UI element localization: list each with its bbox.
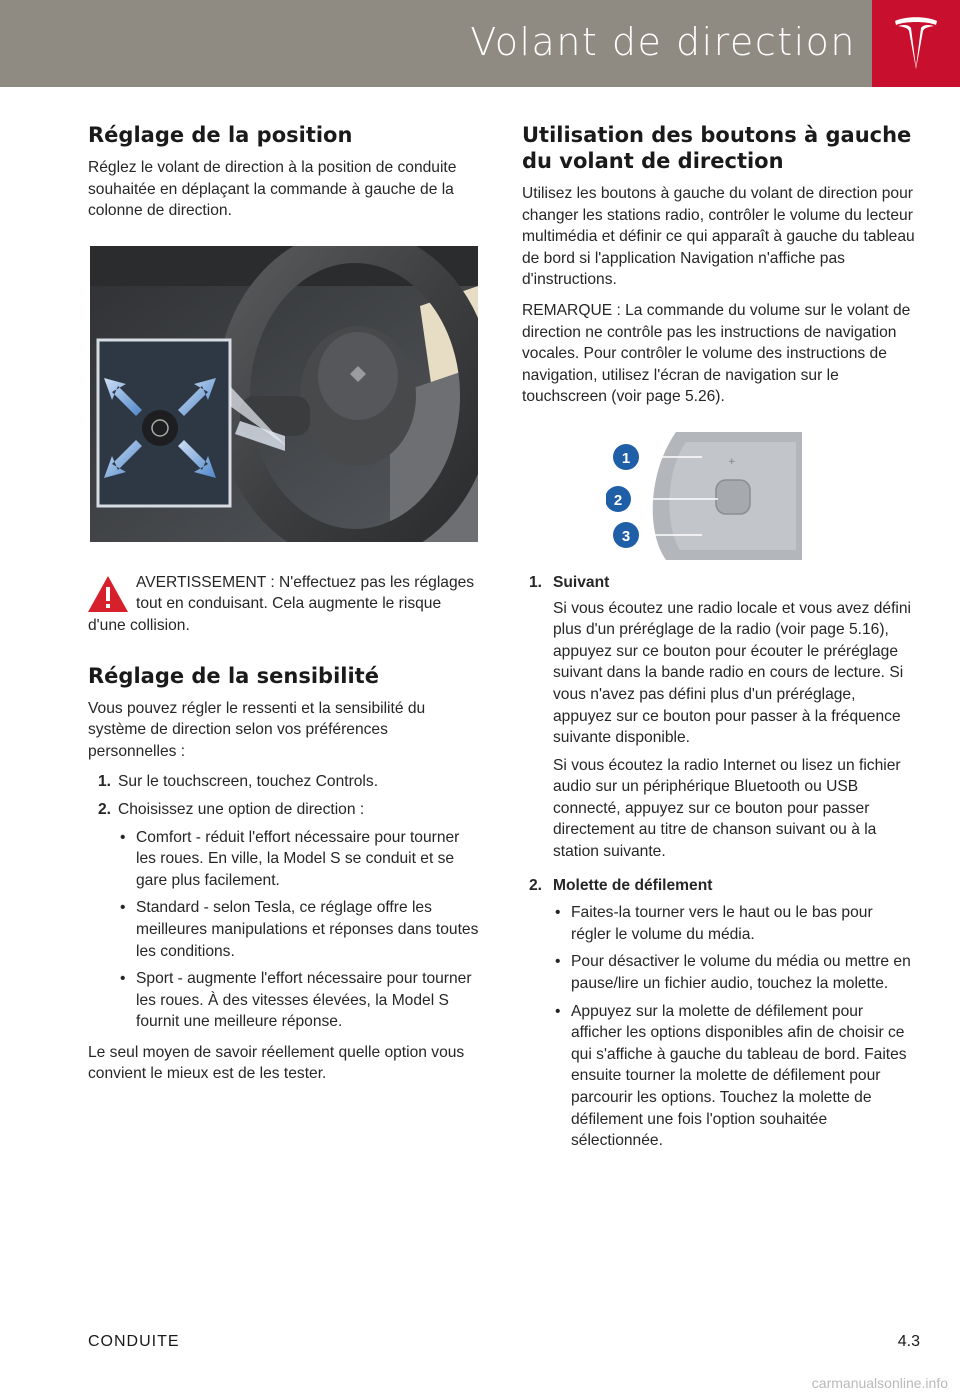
list-item: • Faites-la tourner vers le haut ou le bas pour régler le volume du média. <box>553 902 916 945</box>
buttons-figure <box>606 432 802 560</box>
tesla-logo-icon <box>893 15 939 71</box>
warning-triangle-icon <box>86 574 130 614</box>
footer-page-number: 4.3 <box>897 1333 920 1350</box>
right-column <box>522 122 916 1164</box>
option-comfort: • Comfort - réduit l'effort nécessaire pour tourner les roues. En ville, la Model S se conduit et se gare plus facilement. <box>118 827 480 892</box>
left-buttons-body: Utilisez les boutons à gauche du volant de direction pour changer les stations radio, contrôler le volume du lecteur multimédia et définir ce qui apparaît à gauche du tableau de bord si l'application Navigation n'affiche pas d'instructions. <box>522 185 915 289</box>
control-title: Suivant <box>553 573 610 591</box>
svg-text:1: 1 <box>621 449 631 467</box>
warning-box <box>88 572 480 637</box>
control-scroll-wheel: 2. Molette de défilement • Faites-la tourner vers le haut ou le bas pour régler le volume du média. • Pour désactiver le volume du média ou mettre en pause/lire un fichier audio, touchez la molette. • Appuyez sur la molette de défilement pour afficher les options disponibles afin de choisir ce qui s'affiche à gauche du tableau de bord. Faites ensuite tourner la molette de défilement pour parcourir les options. Touchez la molette de défilement une fois l'option souhaitée sélectionnée. <box>522 875 916 1152</box>
left-buttons-illustration <box>606 432 802 560</box>
sensitivity-steps <box>88 771 480 1033</box>
list-item: • Appuyez sur la molette de défilement pour afficher les options disponibles afin de choisir ce qui s'affiche à gauche du tableau de bord. Faites ensuite tourner la molette de défilement pour parcourir les options. Touchez la molette de défilement une fois l'option souhaitée sélectionnée. <box>553 1001 916 1152</box>
svg-text:2: 2 <box>613 491 623 509</box>
sensitivity-outro: Le seul moyen de savoir réellement quelle option vous convient le mieux est de les tester. <box>88 1043 465 1083</box>
list-item: • Pour désactiver le volume du média ou mettre en pause/lire un fichier audio, touchez la molette. <box>553 951 916 994</box>
position-body: Réglez le volant de direction à la position de conduite souhaitée en déplaçant la commande à gauche de la colonne de direction. <box>88 159 457 220</box>
controls-list <box>522 572 916 1152</box>
steering-options <box>118 827 480 1033</box>
option-standard: • Standard - selon Tesla, ce réglage offre les meilleures manipulations et réponses dans toutes les conditions. <box>118 897 480 962</box>
option-sport: • Sport - augmente l'effort nécessaire pour tourner les roues. À des vitesses élevées, la Model S fournit une meilleure réponse. <box>118 968 480 1033</box>
svg-text:+: + <box>728 456 736 467</box>
section-heading-sensitivity: Réglage de la sensibilité <box>88 663 379 688</box>
page-title: Volant de direction <box>470 20 856 64</box>
control-title: Molette de défilement <box>553 876 713 894</box>
sensitivity-intro: Vous pouvez régler le ressenti et la sensibilité du système de direction selon vos préférences personnelles : <box>88 699 426 760</box>
control-next: 1. Suivant Si vous écoutez une radio locale et vous avez défini plus d'un préréglage de la radio (voir page 5.16), appuyez sur ce bouton pour écouter le préréglage suivant dans la bande radio en cours de lecture. Si vous n'avez pas défini plus d'un préréglage, appuyez sur ce bouton pour passer à la fréquence suivante disponible. Si vous écoutez la radio Internet ou lisez un fichier audio sur un périphérique Bluetooth ou USB connecté, appuyez sur ce bouton pour passer directement au titre de chanson suivant ou à la station suivante. <box>522 572 916 863</box>
section-heading-left-buttons: Utilisation des boutons à gauche du volant de direction <box>522 123 912 173</box>
logo-box <box>872 0 960 87</box>
footer-section: CONDUITE <box>88 1333 180 1350</box>
section-heading-position: Réglage de la position <box>88 123 353 147</box>
left-column <box>88 122 480 1094</box>
svg-text:3: 3 <box>621 527 631 545</box>
list-item: 2. Choisissez une option de direction : • Comfort - réduit l'effort nécessaire pour tourner les roues. En ville, la Model S se conduit et se gare plus facilement. • Standard - selon Tesla, ce réglage offre les meilleures manipulations et réponses dans toutes les conditions. • Sport - augmente l'effort nécessaire pour tourner les roues. À des vitesses élevées, la Model S fournit une meilleure réponse. <box>88 799 480 1033</box>
steering-wheel-illustration <box>90 246 478 542</box>
list-item: 1. Sur le touchscreen, touchez Controls. <box>98 773 379 791</box>
watermark: carmanualsonline.info <box>811 1375 948 1391</box>
callout-3 <box>613 522 639 548</box>
steering-wheel-figure <box>90 246 478 542</box>
warning-text: AVERTISSEMENT : N'effectuez pas les réglages tout en conduisant. Cela augmente le risque d'une collision. <box>88 573 475 634</box>
callout-2 <box>606 486 631 512</box>
callout-1 <box>613 444 639 470</box>
left-buttons-note: REMARQUE : La commande du volume sur le volant de direction ne contrôle pas les instructions de navigation vocales. Pour contrôler le volume des instructions de navigation, utilisez l'écran de navigation sur le touchscreen (voir page 5.26). <box>522 301 911 406</box>
